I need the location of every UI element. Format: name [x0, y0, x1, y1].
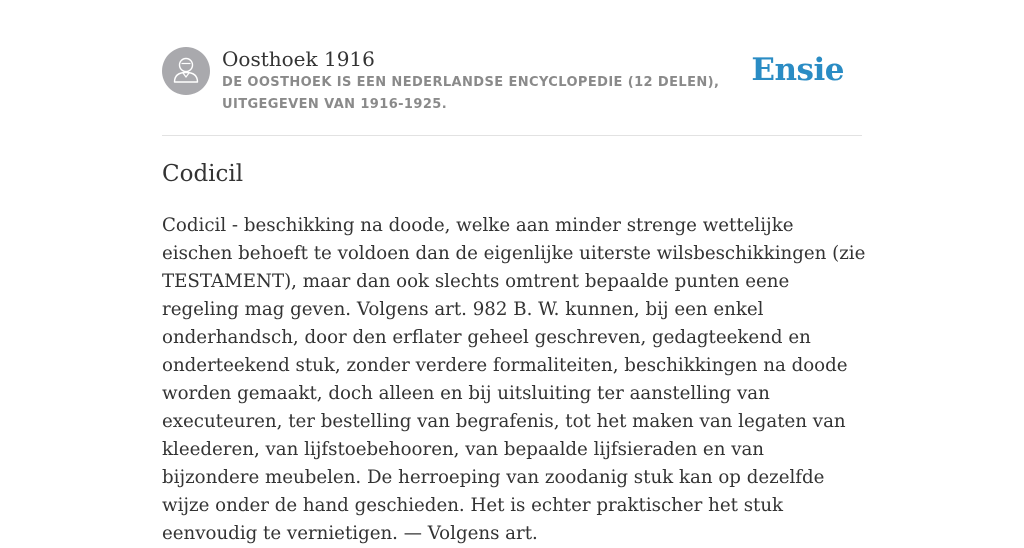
user-icon [162, 47, 210, 95]
entry-body: Codicil - beschikking na doode, welke aan minder strenge wettelijke eischen behoeft te voldoen dan de eigenlijke uiterste wilsbeschikkingen (zie TESTAMENT), maar dan ook slechts omtrent bepaalde punten eene regeling mag geven. Volgens art. 982 B. W. kunnen, bij een enkel onderhandsch, door den erflater geheel geschreven, gedagteekend en onderteekend stuk, zonder verdere formaliteiten, beschikkingen na doode worden gemaakt, doch alleen en bij uitsluiting ter aanstelling van executeuren, ter bestelling van begrafenis, tot het maken van legaten van kleederen, van lijfstoebehooren, van bepaalde lijfsieraden en van bijzondere meubelen. De herroeping van zoodanig stuk kan op dezelfde wijze onder de hand geschieden. Het is echter praktischer het stuk eenvoudig te vernietigen. — Volgens art. [162, 215, 866, 544]
entry-title: Codicil [162, 161, 244, 187]
ensie-logo[interactable]: Ensie [751, 52, 844, 88]
avatar[interactable] [162, 47, 210, 95]
source-title[interactable]: Oosthoek 1916 [222, 47, 375, 71]
source-description: DE OOSTHOEK IS EEN NEDERLANDSE ENCYCLOPEDIE (12 DELEN), UITGEGEVEN VAN 1916-1925. [222, 75, 720, 112]
header-divider [162, 135, 862, 136]
source-header [162, 46, 862, 136]
